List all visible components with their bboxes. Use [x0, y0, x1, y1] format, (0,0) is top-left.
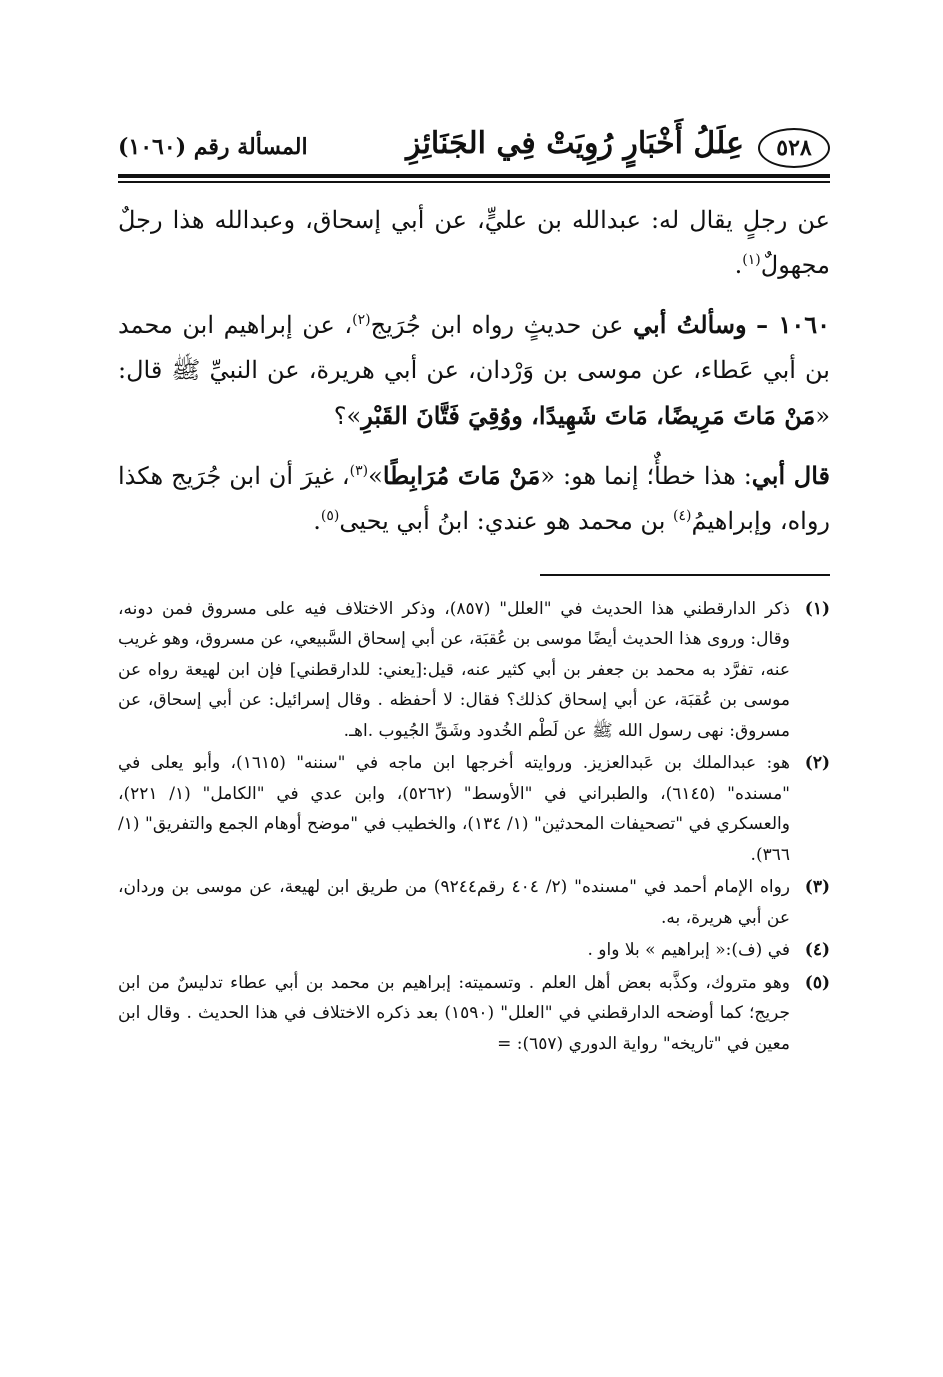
paragraph-3-text-c: ، غيرَ أن ابن جُرَيج هكذا رواه، وإبراهيمُ: [118, 462, 830, 535]
issue-label: المسألة رقم (١٠٦٠): [118, 134, 308, 160]
paragraph-2: [118, 302, 830, 439]
book-title: عِلَلُ أَخْبَارٍ رُوِيَتْ فِي الجَنَائِزِ: [406, 126, 744, 161]
footnote-5: [118, 968, 830, 1060]
footnote-number: (٣): [804, 877, 830, 897]
footnote-text: في (ف):« إبراهيم » بلا واو .: [587, 940, 790, 960]
paragraph-1-text: عن رجلٍ يقال له: عبدالله بن عليٍّ، عن أبي إسحاق، وعبدالله هذا رجلٌ مجهولٌ: [118, 206, 830, 279]
hadith-quote: مَنْ مَاتَ مَرِيضًا، مَاتَ شَهِيدًا، ووُقِيَ فَتَّانَ القَبْرِ: [361, 401, 816, 430]
running-header: [118, 120, 830, 178]
footnote-ref-3: (٣): [349, 463, 369, 479]
footnote-ref-4: (٤): [673, 508, 692, 524]
question-lead: وسألتُ أبي: [633, 310, 747, 339]
paragraph-2-text-a: عن حديثٍ رواه ابن جُرَيج: [370, 311, 624, 339]
paragraph-3-text-d: بن محمد هو عندي: ابنُ أبي يحيى: [339, 507, 674, 535]
paragraph-3: [118, 453, 830, 544]
paragraph-2-end: »؟: [333, 402, 362, 430]
footnote-number: (١): [804, 598, 830, 619]
paragraph-1: [118, 198, 830, 288]
paragraph-3-text-a: : هذا خطأٌ؛ إنما هو: «: [540, 462, 752, 490]
footnote-text: رواه الإمام أحمد في "مسنده" (٢/ ٤٠٤ رقم٩٢٤٤) من طريق ابن لهيعة، عن موسى بن وردان، عن أبي هريرة، به.: [118, 877, 790, 928]
page-number-badge: [758, 128, 830, 168]
main-text: [118, 198, 830, 544]
paragraph-3-text-b: »: [368, 462, 383, 490]
footnote-number: (٢): [804, 753, 830, 773]
page-number: ٥٢٨: [776, 135, 812, 161]
paragraph-3-end: .: [313, 507, 321, 535]
footnote-3: [118, 872, 830, 933]
issue-number: ١٠٦٠ –: [756, 310, 831, 339]
answer-lead: قال أبي: [751, 461, 831, 490]
book-page: [118, 120, 830, 1061]
footnote-number: (٤): [804, 940, 830, 960]
footnote-separator: [540, 574, 830, 576]
footnotes: [118, 594, 830, 1060]
footnote-ref-1: (١): [742, 252, 761, 268]
footnote-text: هو: عبدالملك بن عَبدالعزيز. وروايته أخرجها ابن ماجه في "سننه" (١٦١٥)، وأبو يعلى في "مسنده" (٦١٤٥)، والطبراني في "الأوسط" (٥٢٦٢)، وابن عدي في "الكامل" (١/ ٢٢١)، والعسكري في "تصحيفات المحدثين" (١/ ١٣٤)، والخطيب في "موضح أوهام الجمع والتفريق" (١/ ٣٦٦).: [118, 753, 791, 865]
correct-quote: مَنْ مَاتَ مُرَابِطًا: [382, 461, 541, 490]
footnote-2: [118, 748, 830, 870]
paragraph-1-end: .: [734, 251, 743, 279]
footnote-ref-5: (٥): [320, 508, 340, 524]
footnote-number: (٥): [804, 972, 830, 993]
footnote-text: وهو متروك، وكذَّبه بعض أهل العلم . وتسميته: إبراهيم بن محمد بن أبي عطاء تدليسٌ من ابن جريج؛ كما أوضحه الدارقطني في "العلل" (١٥٩٠) بعد ذكره الاختلاف في هذا الحديث . وقال ابن معين في "تاريخه" رواية الدوري (٦٥٧): =: [118, 972, 791, 1054]
footnote-1: [118, 594, 830, 747]
header-rule-thin: [118, 181, 830, 183]
footnote-4: [118, 935, 830, 966]
paragraph-2-text-b: ، عن إبراهيم ابن محمد بن أبي عَطاء، عن موسى بن وَرْدان، عن أبي هريرة، عن النبيِّ ﷺ قال: «: [118, 311, 830, 430]
footnote-ref-2: (٢): [352, 312, 371, 328]
header-rule-thick: [118, 174, 830, 178]
footnote-text: ذكر الدارقطني هذا الحديث في "العلل" (٨٥٧)، وذكر الاختلاف فيه على مسروق فمن دونه، وقال: وروى هذا الحديث أيضًا موسى بن عُقبَة، عن أبي إسحاق السَّبيعي، عن مسروق، وهو غريب عنه، تفرَّد به محمد بن جعفر بن أبي كثير عنه، قيل:[يعني: للدارقطني] فإن ابن لهيعة رواه عن موسى بن عُقبَة، عن أبي إسحاق كذلك؟ فقال: لا أحفظه . وقال إسرائيل: عن أبي إسحاق، عن مسروق: نهى رسول الله ﷺ عن لَطْم الخُدود وشَقِّ الجُيوب .اهـ.: [118, 598, 790, 741]
